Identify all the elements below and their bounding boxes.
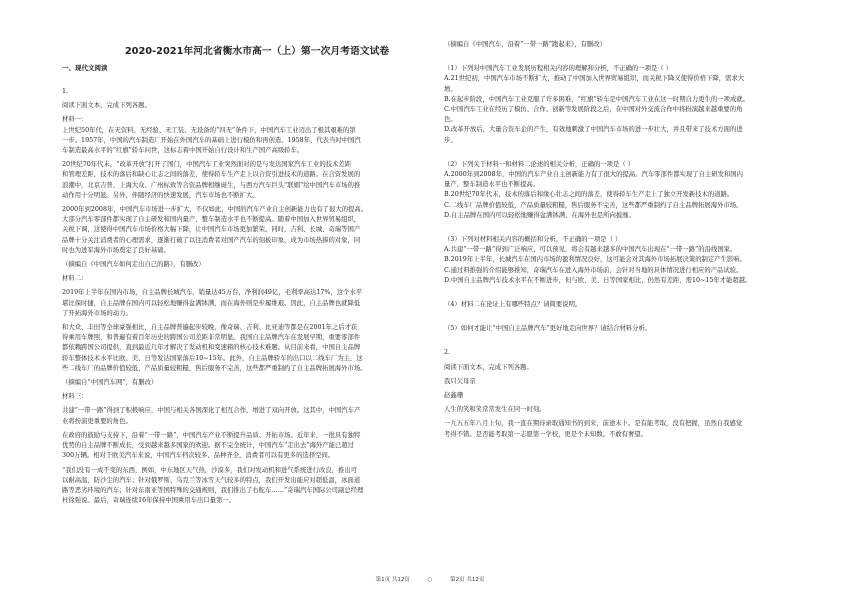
right-text-line: B.2019年上半年，长城汽车在国内市场的盈利情况良好，这可能会对其海外市场拓展决策的制定产生影响。 [444,256,746,264]
left-text-line: 堪比保时捷，自主品牌在国内可以轻松地赚得盆满钵满，而在海外则是步履维艰。因此，自主品牌也就降低 [62,299,361,307]
right-text-line: A.共建“一带一路”得到广泛响应，可以预见，将会有越来越多的中国汽车出现在“一带一路”的沿线国家。 [444,246,737,254]
left-text-line: 材料一： [62,116,88,124]
left-text-line: 上世纪50年代，在无资料、无经验、无工装、无设备的“四无”条件下，中国汽车工业迈出了极其艰难的第 [62,126,356,134]
left-text-line: 轿车整体技术水平比欧、美、日等发达国家落后10~15年。此外，自主品牌轿车的出口以二线车厂为主，这 [62,354,363,362]
right-text-line: 人生的笑和笑常常发生在同一时刻。 [444,406,546,414]
left-text-line: 都依赖跨国公司提供，直到最近几年才解决了发动机和变速箱的核心技术难题。从目前来看，中国自主品牌 [62,344,361,352]
right-text-line: 步。 [444,136,457,144]
right-text-line: （3）下列对材料相关内容的概括和分析，不正确的一项是（ ） [444,236,622,244]
right-text-line: （2）下列关于材料一和材料二论述的相关分析，正确的一项是（ ） [444,160,635,168]
left-text-line: 路等恶劣环境的汽车；针对东南亚等国特殊的交通规则，我们推出了右舵车……”奇瑞汽车国际公司副总经理 [62,486,364,494]
left-text-line: 优势的自主品牌不断成长，受到越来越多国家的欢迎。据不完全统计，中国汽车“走出去”海外产能已超过 [62,442,354,450]
page-number-left: 第1页 共12页 [375,577,410,583]
left-text-line: 业将扮演更重要的角色。 [62,417,132,425]
left-text-line: 阅读下面文本，完成下列各题。 [62,102,151,110]
right-text-line: B.20世纪70年代末，技术的落后和缘心壮志之间的落差，使得轿车生产走上了独立开发新技术的道路。 [444,191,734,199]
right-page [444,0,834,608]
left-text-line: 2000年到2008年，中国汽车市场进一步扩大，不仅如此，中国的汽车产业自主创新能力也有了很大的提高。 [62,206,368,214]
left-page [62,0,452,608]
left-text-line: 2019年上半年在国内市场，自主品牌长城汽车，销量达45万台，净利润49亿，毛利率高达17%，这个水平 [62,289,363,297]
right-text-line: D.自主品牌在国内可以轻松地赚得盆满钵满，在海外也是所向披靡。 [444,211,635,219]
left-text-line: 些二线车厂的品牌价值较低，产品质量较粗糙，售后服务不完善，这些都严重制约了自主品牌拓展海外市场。 [62,364,367,372]
left-body [62,87,452,506]
right-text-line: 考得不错。是否能考取第一志愿第一学校，更是个未知数。不敢有奢望。 [444,430,648,438]
left-text-line: 共建“一带一路”得到了积极响应，中国与相关各国深化了相互合作，增进了双向开放。这其中，中国汽车产 [62,407,361,415]
left-text-line: 车制造最高水平的“红旗”轿车问世，这标志着中国开始自行设计和生产国产高级轿车。 [62,147,304,155]
left-text-line: 和大众、丰田等全球豪强相比，自主品牌普遍起步较晚，像奇瑞、吉利、比亚迪等都是在2001年之后才获 [62,324,358,332]
left-text-line: 品牌十分关注消费者的心理需求，逐渐打破了以往消费者对国产汽车的刻板印象，成为市场热捧的对象，同 [62,236,361,244]
right-text-line: C.二线车厂品牌价值较低，产品质量较粗糙，售后服务不完善，这些都严重制约了自主品牌拓展海外市场。 [444,201,743,209]
exam-title: 2020-2021年河北省衡水市高一（上）第一次月考语文试卷 [124,46,390,57]
right-text-line: 色。 [444,116,457,124]
right-text-line: 赵鑫珊 [444,392,464,400]
right-text-line: A.21世纪初，中国汽车市场不断扩大，推动了中国加入世界贸易组织，而关税下降又使得价格下降，需求大 [444,75,745,83]
left-text-line: 一步。1957年，中国的汽车制造厂开始在外国汽车的基础上进行模仿和再创造。1958年，代表当时中国汽 [62,136,361,144]
left-text-line: （摘编自“中国汽车网”，有删改） [62,379,158,387]
left-text-line: 关税下调，这使得中国汽车市场价格大幅下降，让中国汽车市场更加繁荣。同时，吉利、长城、奇瑞等国产 [62,226,361,234]
left-text-line: 了开拓海外市场的动力。 [62,309,132,317]
right-text-line: （5）如何才能让“中国自主品牌汽车”更好地走向世界？请结合材料分析。 [444,325,652,333]
right-text-line: 量产，整车制造水平也不断提高。 [444,181,540,189]
left-text-line: “我们没有一成不变的东西，例如，中东地区天气热，沙漠多，我们对发动机和进气系统进行改良，推出可 [62,466,358,474]
right-text-line: D.中国自主品牌汽车技术水平在不断进步，但与欧、美、日等国家相比，仍然有差距，需10~15年才能超越。 [444,276,752,284]
left-text-line: 浪潮中，北京吉普、上海大众、广州标致等合资品牌相继诞生，与西方汽车巨头“联姻”给中国汽车市场的推 [62,181,361,189]
right-text-line: 2. [444,349,451,357]
right-text-line: B.在起步阶段，中国汽车工业克服了许多困难，“红旗”轿车是中国汽车工业在这一时期自力更生的一项成就。 [444,95,749,103]
right-text-line: 我只欠母亲 [444,377,476,385]
left-text-line: 300万辆。相对于欧美汽车来说，中国汽车档次较多、品种齐全，消费者可以有更多的选择空间。 [62,452,335,460]
left-text-line: 材料三： [62,393,88,401]
left-text-line: 得乘用车牌照，和普遍有着百年历史的跨国公司差距非常明显。我国自主品牌汽车在发展早期，重要零部件 [62,334,361,342]
page-number-right: 第2页 共12页 [450,577,485,583]
left-text-line: 1. [62,88,69,95]
left-text-line: 在政府的鼓励与支持下，沿着“一带一路”，中国汽车产业不断提升品质、开拓市场。近年来，一批具有独特 [62,431,361,439]
left-text-line: 大部分汽车零部件都实现了自主研发和国内量产，整车制造水平也不断提高。随着中国加入世界贸易组织， [62,216,361,224]
right-body [444,40,834,440]
page-separator: ○ [427,577,433,583]
section-heading: 一、现代文阅读 [62,64,108,72]
right-text-line: 阅读下面文本，完成下列各题。 [444,363,533,371]
left-text-line: 以耐高温、防沙尘的汽车；针对俄罗斯、乌克兰等冰雪天气较多的特点，我们开发出能应对超低温，冰面道 [62,476,361,484]
right-text-line: （4）材料二在论证上有哪些特点？请简要说明。 [444,301,582,309]
left-text-line: 动作用十分明显。另外，伴随经济的快速发展，汽车市场也不断扩大。 [62,191,259,199]
left-text-line: 材料二： [62,275,88,283]
right-text-line: D.改革开放后，大量合资车企的产生，有效地刺激了中国汽车市场的进一步壮大，并且带来了技术方面的进 [444,126,743,134]
right-text-line: （摘编自《中国汽车，沿着“一带一路”跑起来》，有删改） [444,41,606,48]
page-footer [0,575,860,583]
left-text-line: （摘编自《中国汽车如何走出自己的路》，有删改） [62,261,205,269]
right-text-line: 增。 [444,85,457,93]
left-text-line: 杜徐强说。最后，奇瑞连续16年保持中国乘用车出口量第一。 [62,497,236,505]
left-text-line: 和管理差距，技术的落后和缺心让志之间的落差，使得轿车生产走上以合资引进技术的道路。在合资发展的 [62,171,361,179]
right-text-line: （1）下列对中国汽车工业发展历程相关内容的理解和分析，不正确的一项是（ ） [444,65,673,73]
right-text-line: A.2000年到2008年，中国的汽车产业自主创新能力有了很大的提高。汽车零部件都实现了自主研发和国内 [444,171,743,179]
left-text-line: 20世纪70年代末，“改革开放”打开了国门，中国汽车工业突然面对的是与发达国家汽车工业的技术差距 [62,161,352,169]
right-text-line: C.中国汽车工业在经历了模仿、合作、创新等发展阶段之后，在中国对外交流合作中将扮演越来越重要的角 [444,106,743,114]
right-text-line: 一九五五年八月上旬，我一直在期待录取通知书的到来，前途未卜。是有能考取，没有把握，虽然自我感觉 [444,420,743,428]
right-text-line: C.通过料推强的介绍能够推知，奇瑞汽车在进入海外市场前，会针对当地的具体情况进行相应的产品试验。 [444,266,743,274]
left-text-line: 时也为进军海外市场奠定了良好基础。 [62,246,170,254]
